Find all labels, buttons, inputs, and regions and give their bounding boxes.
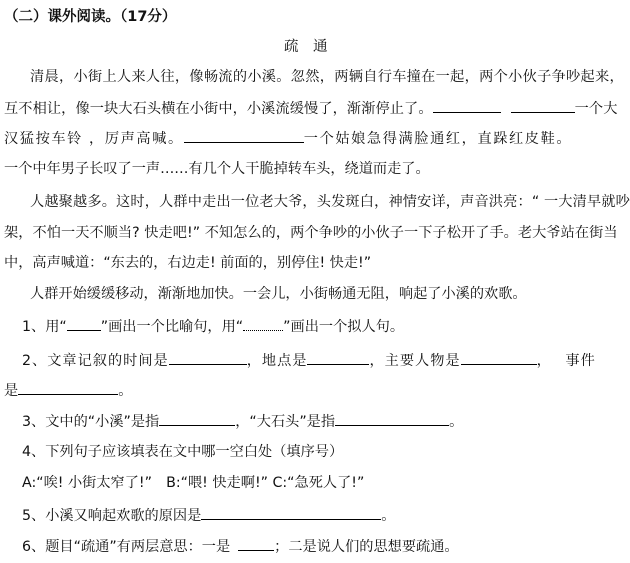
blank-line[interactable] bbox=[335, 411, 449, 426]
passage-line bbox=[4, 98, 618, 119]
passage-text: 汉猛按车铃 ，厉声高喊。 bbox=[4, 131, 184, 147]
passage-text: 一个姑娘急得满脸通红，直跺红皮鞋。 bbox=[303, 131, 573, 147]
passage-line: 清晨，小街上人来人往，像畅流的小溪。忽然，两辆自行车撞在一起，两个小伙子争吵起来， bbox=[30, 69, 624, 85]
question-1 bbox=[22, 316, 404, 337]
blank-line[interactable] bbox=[18, 380, 118, 395]
passage-line bbox=[4, 128, 572, 149]
solid-underline-sample bbox=[67, 316, 101, 331]
blank-line[interactable] bbox=[184, 128, 304, 143]
question-6 bbox=[22, 536, 459, 557]
blank-line[interactable] bbox=[307, 350, 369, 365]
question-text: 1、用“ bbox=[22, 319, 67, 335]
question-text: ；二是说人们的思想要疏通。 bbox=[274, 539, 459, 555]
passage-line: 一个中年男子长叹了一声……有几个人干脆掉转车头，绕道而走了。 bbox=[4, 161, 430, 177]
passage-line: 人群开始缓缓移动，渐渐地加快。一会儿，小街畅通无阻，响起了小溪的欢歌。 bbox=[30, 286, 527, 302]
passage-line: 架，不怕一天不顺当? 快走吧!” 不知怎么的，两个争吵的小伙子一下子松开了手。老大爷站在街当 bbox=[4, 225, 618, 241]
section-heading: （二）课外阅读。（17分） bbox=[4, 9, 177, 25]
question-text: ， 事件 bbox=[536, 353, 596, 369]
blank-line[interactable] bbox=[201, 505, 381, 520]
question-2 bbox=[22, 350, 596, 371]
question-5 bbox=[22, 505, 395, 526]
question-text: 6、题目“疏通”有两层意思：一是 bbox=[22, 539, 231, 555]
passage-text: 一个大 bbox=[574, 101, 618, 117]
question-text: ”画出一个拟人句。 bbox=[283, 319, 405, 335]
question-text: 3、文中的“小溪”是指 bbox=[22, 414, 160, 430]
question-3 bbox=[22, 411, 463, 432]
dotted-underline-sample bbox=[243, 316, 283, 331]
passage-line: 人越聚越多。这时，人群中走出一位老大爷，头发斑白，神情安详，声音洪亮：“ 一大清早就吵 bbox=[30, 194, 630, 210]
question-text: 。 bbox=[449, 414, 464, 430]
blank-line[interactable] bbox=[511, 98, 575, 113]
question-text: 2、文章记叙的时间是 bbox=[22, 353, 169, 369]
question-text: ，地点是 bbox=[246, 353, 308, 369]
blank-line[interactable] bbox=[238, 536, 274, 551]
blank-line[interactable] bbox=[461, 350, 537, 365]
question-2-cont bbox=[4, 380, 132, 401]
passage-title: 疏 通 bbox=[284, 39, 328, 55]
passage-text: 互不相让，像一块大石头横在小街中，小溪流缓慢了，渐渐停止了。 bbox=[4, 101, 433, 117]
question-text: 是 bbox=[4, 383, 19, 399]
passage-line: 中，高声喊道：“东去的，右边走! 前面的，别停住! 快走!” bbox=[4, 255, 372, 271]
question-4: 4、下列句子应该填表在文中哪一空白处（填序号） bbox=[22, 444, 344, 460]
question-text: 。 bbox=[118, 383, 133, 399]
blank-line[interactable] bbox=[433, 98, 501, 113]
blank-line[interactable] bbox=[169, 350, 247, 365]
blank-line[interactable] bbox=[159, 411, 235, 426]
question-4-options: A:“唉! 小街太窄了!” B:“喂! 快走啊!” C:“急死人了!” bbox=[22, 475, 365, 491]
question-text: 5、小溪又响起欢歌的原因是 bbox=[22, 508, 202, 524]
question-text: ，主要人物是 bbox=[369, 353, 461, 369]
question-text: 。 bbox=[381, 508, 396, 524]
question-text: ”画出一个比喻句，用“ bbox=[100, 319, 244, 335]
question-text: ，“大石头”是指 bbox=[235, 414, 336, 430]
